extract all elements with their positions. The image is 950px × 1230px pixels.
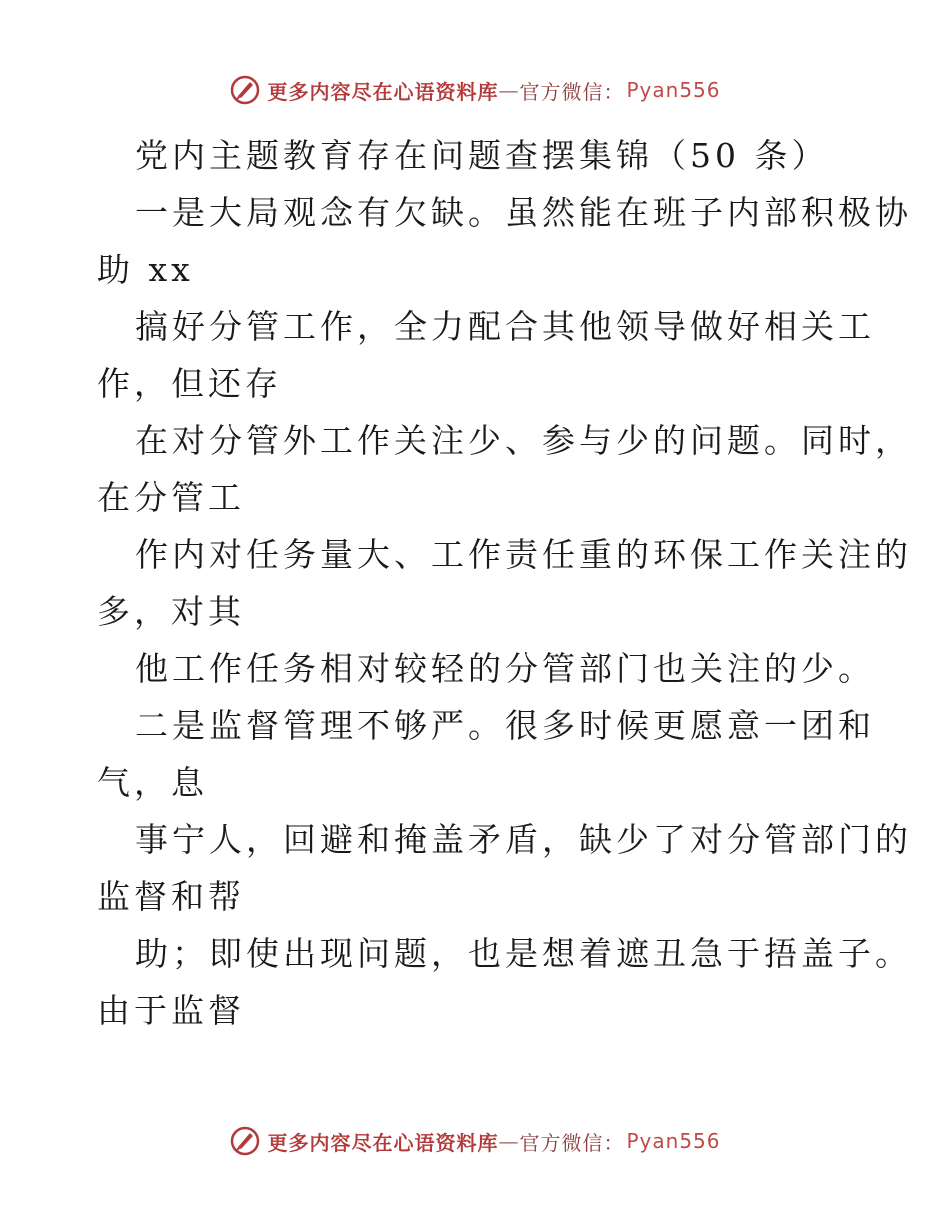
text-line: 二是监督管理不够严。很多时候更愿意一团和	[135, 706, 875, 745]
text-line: 在对分管外工作关注少、参与少的问题。同时，	[135, 421, 912, 460]
banner-brand: 更多内容尽在心语资料库	[267, 79, 499, 104]
footer-banner	[0, 1125, 950, 1157]
document-title: 党内主题教育存在问题查摆集锦（50 条）	[135, 136, 829, 175]
pen-logo-icon	[229, 1125, 261, 1157]
banner-wechat-id: Pyan556	[626, 78, 721, 102]
text-line: 作，但还存	[97, 364, 282, 403]
text-line: 气，息	[97, 763, 208, 802]
text-line: 助 xx	[97, 250, 194, 289]
banner-dash: —	[498, 78, 520, 102]
text-line: 由于监督	[97, 991, 245, 1030]
text-line: 事宁人，回避和掩盖矛盾，缺少了对分管部门的	[135, 820, 912, 859]
text-line: 在分管工	[97, 478, 245, 517]
banner-wechat-label: 官方微信：	[519, 79, 625, 104]
text-line: 多，对其	[97, 592, 245, 631]
banner-wechat-label: 官方微信：	[519, 1130, 625, 1155]
text-line: 助；即使出现问题，也是想着遮丑急于捂盖子。	[135, 934, 912, 973]
text-line: 监督和帮	[97, 877, 245, 916]
text-line: 他工作任务相对较轻的分管部门也关注的少。	[135, 649, 875, 688]
text-line: 搞好分管工作，全力配合其他领导做好相关工	[135, 307, 875, 346]
banner-wechat-id: Pyan556	[626, 1129, 721, 1153]
banner-brand: 更多内容尽在心语资料库	[267, 1130, 499, 1155]
text-line: 作内对任务量大、工作责任重的环保工作关注的	[135, 535, 912, 574]
pen-logo-icon	[229, 74, 261, 106]
text-line: 一是大局观念有欠缺。虽然能在班子内部积极协	[135, 193, 912, 232]
header-banner	[0, 74, 950, 106]
banner-dash: —	[498, 1129, 520, 1153]
